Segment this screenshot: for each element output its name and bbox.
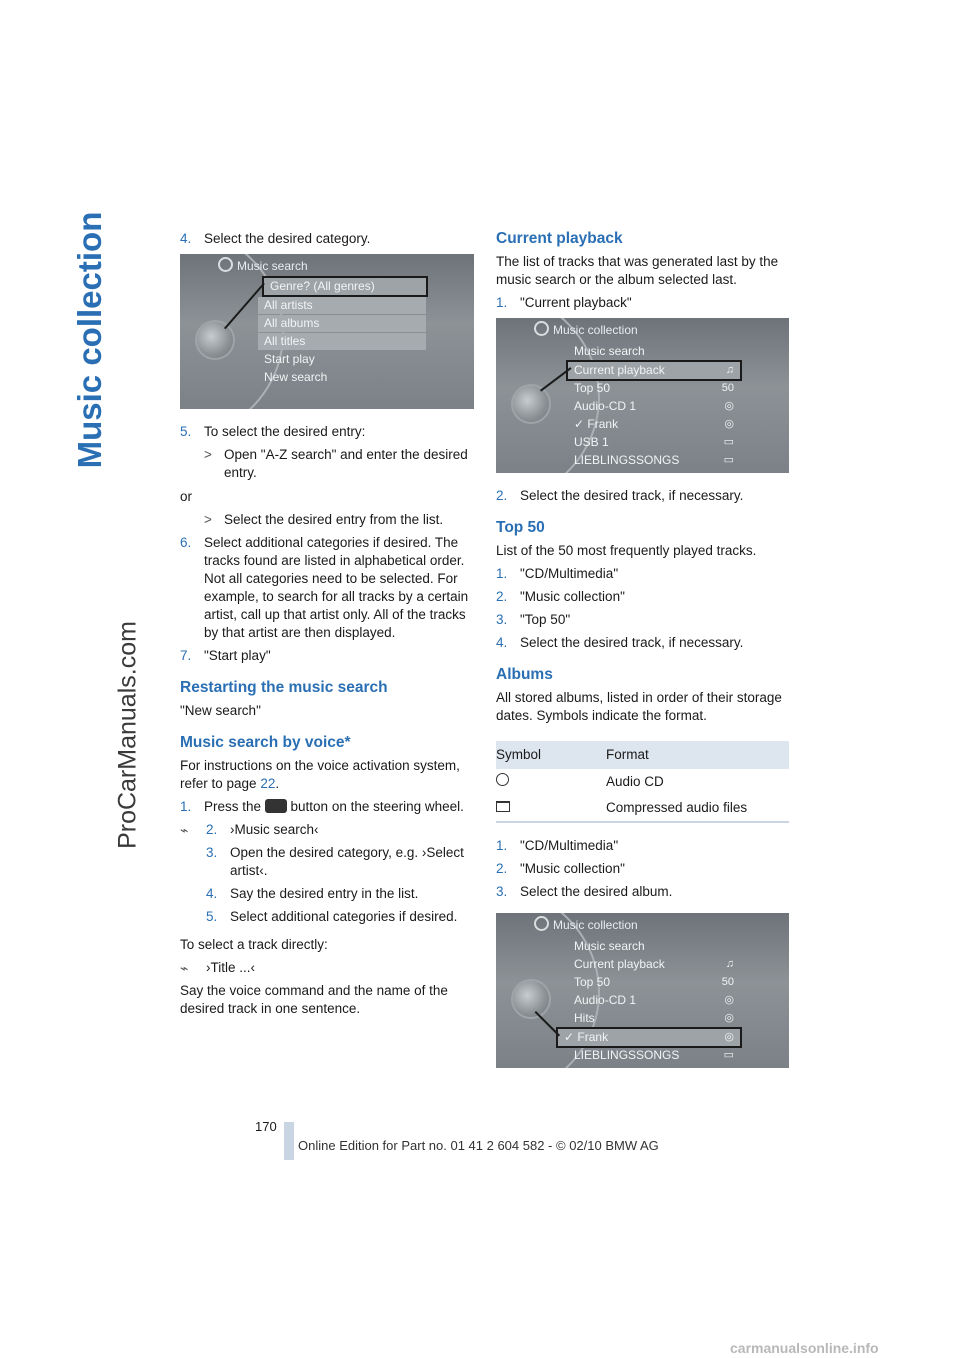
menu-item-label: ✓ Frank bbox=[574, 417, 619, 431]
menu-item-label: LIEBLINGSSONGS bbox=[574, 1048, 680, 1062]
page-link[interactable]: 22 bbox=[260, 776, 276, 791]
voice-cmd-text: Say the desired entry in the list. bbox=[230, 886, 419, 901]
site-watermark-vertical: ProCarManuals.com bbox=[113, 621, 142, 849]
step-text: Select the desired album. bbox=[520, 884, 673, 899]
menu-item bbox=[568, 1047, 740, 1064]
menu-item-label: Top 50 bbox=[574, 381, 611, 395]
menu-item bbox=[568, 1010, 740, 1027]
voice-intro bbox=[180, 757, 474, 793]
menu-item-label: Hits bbox=[574, 1011, 595, 1025]
step-text: Select the desired track, if necessary. bbox=[520, 635, 744, 650]
bullet-item bbox=[204, 446, 474, 482]
menu-item bbox=[558, 1029, 740, 1046]
menu-item bbox=[568, 956, 740, 973]
voice-button-icon bbox=[265, 799, 287, 813]
voice-commands bbox=[180, 821, 474, 931]
step-number: 1. bbox=[180, 799, 192, 814]
screen-header-label: Music collection bbox=[553, 323, 638, 337]
menu-item bbox=[568, 938, 740, 955]
format-icon: ◎ bbox=[724, 1012, 734, 1024]
screen-header-label: Music search bbox=[237, 259, 308, 273]
table-header: Symbol bbox=[496, 741, 606, 769]
menu-item bbox=[568, 362, 740, 379]
table-header: Format bbox=[606, 741, 789, 769]
voice-command-icon: ⌁ bbox=[180, 960, 189, 976]
albums-heading: Albums bbox=[496, 666, 553, 683]
menu-item-label: LIEBLINGSSONGS bbox=[574, 453, 680, 467]
voice-intro-text: For instructions on the voice activation system, refer to page bbox=[180, 758, 460, 791]
voice-cmd-text: Open the desired category, e.g. ›Select artist‹. bbox=[230, 845, 464, 878]
or-text: or bbox=[180, 489, 193, 504]
restart-text: "New search" bbox=[180, 703, 261, 718]
site-watermark: carmanualsonline.info bbox=[730, 1340, 879, 1356]
menu-item: Start play bbox=[264, 352, 315, 366]
table-cell: Audio CD bbox=[606, 774, 664, 789]
current-text: The list of tracks that was generated last by the music search or the album selected last. bbox=[496, 254, 779, 287]
voice-cmd-row bbox=[206, 885, 474, 903]
menu-item-label: Audio-CD 1 bbox=[574, 399, 637, 413]
format-icon: ▭ bbox=[723, 1049, 734, 1061]
menu-item-label: Current playback bbox=[574, 363, 665, 377]
footer-bar bbox=[284, 1122, 294, 1160]
format-icon: ◎ bbox=[724, 1031, 734, 1043]
menu-item bbox=[568, 434, 740, 451]
controller-knob-icon bbox=[195, 320, 235, 360]
controller-knob-icon bbox=[511, 979, 551, 1019]
format-icon: ♫ bbox=[725, 958, 734, 970]
step-number: 4. bbox=[496, 635, 508, 650]
voice-cmd-text: Select additional categories if desired. bbox=[230, 909, 458, 924]
screen-header bbox=[218, 257, 308, 275]
top50-step bbox=[496, 588, 789, 606]
menu-item: All albums bbox=[258, 315, 426, 332]
menu-item bbox=[568, 992, 740, 1009]
step-number: 2. bbox=[496, 861, 508, 876]
step-number: 4. bbox=[206, 886, 218, 901]
menu-item bbox=[568, 974, 740, 991]
step-5 bbox=[180, 423, 474, 441]
top50-text: List of the 50 most frequently played tracks. bbox=[496, 543, 757, 558]
restart-heading: Restarting the music search bbox=[180, 679, 388, 696]
table-header-row bbox=[496, 741, 789, 769]
menu-item-label: ✓ Frank bbox=[564, 1030, 609, 1044]
table-cell bbox=[496, 769, 606, 795]
step-text: "CD/Multimedia" bbox=[520, 838, 619, 853]
step-text bbox=[204, 798, 464, 816]
current-step-2 bbox=[496, 487, 789, 505]
step-text: "CD/Multimedia" bbox=[520, 566, 619, 581]
voice-heading: Music search by voice* bbox=[180, 734, 351, 751]
title-cmd-text: ›Title ...‹ bbox=[206, 960, 255, 975]
menu-item-label: Music search bbox=[574, 344, 645, 358]
screen-header-label: Music collection bbox=[553, 918, 638, 932]
table-cell bbox=[496, 795, 606, 822]
albums-step bbox=[496, 837, 789, 855]
step-number: 2. bbox=[206, 822, 218, 837]
top50-step bbox=[496, 634, 789, 652]
screen-header bbox=[534, 321, 638, 339]
voice-cmd-text: ›Music search‹ bbox=[230, 822, 319, 837]
step-number: 1. bbox=[496, 566, 508, 581]
step-number: 6. bbox=[180, 535, 192, 550]
step-text: "Start play" bbox=[204, 648, 271, 663]
step-number: 1. bbox=[496, 838, 508, 853]
current-heading: Current playback bbox=[496, 230, 623, 247]
format-icon: 50 bbox=[721, 382, 734, 394]
voice-command-icon: ⌁ bbox=[180, 822, 189, 838]
voice-step-1 bbox=[180, 798, 474, 816]
step-text: "Music collection" bbox=[520, 589, 625, 604]
table-cell: Compressed audio files bbox=[606, 795, 789, 822]
step-7 bbox=[180, 647, 474, 665]
section-title: Music collection bbox=[71, 211, 108, 469]
title-command bbox=[180, 959, 474, 977]
table-row bbox=[496, 795, 789, 822]
menu-item: All artists bbox=[258, 297, 426, 314]
table-row bbox=[496, 769, 789, 795]
music-search-screenshot bbox=[180, 254, 474, 409]
format-icon: ◎ bbox=[724, 418, 734, 430]
step-number: 5. bbox=[180, 424, 192, 439]
compressed-file-icon bbox=[496, 801, 510, 812]
symbol-table bbox=[496, 741, 789, 823]
footer-edition: Online Edition for Part no. 01 41 2 604 582 - © 02/10 BMW AG bbox=[298, 1138, 659, 1153]
step-text-b: button on the steering wheel. bbox=[286, 799, 464, 814]
step-number: 3. bbox=[206, 845, 218, 860]
bullet-marker: > bbox=[204, 512, 212, 527]
say-text: Say the voice command and the name of the desired track in one sentence. bbox=[180, 983, 448, 1016]
menu-item bbox=[568, 380, 740, 397]
step-number: 3. bbox=[496, 884, 508, 899]
step-text: Select additional categories if desired. The tracks found are listed in alphabetical order. Not all categories need to be selected. For example, to search for all tracks by a certain artist, call up that artist only. All of the tracks by that artist are then displayed. bbox=[204, 535, 469, 640]
voice-cmd-row bbox=[206, 908, 474, 926]
step-4 bbox=[180, 230, 474, 248]
albums-step bbox=[496, 883, 789, 901]
menu-item bbox=[568, 398, 740, 415]
bullet-text: Select the desired entry from the list. bbox=[224, 512, 444, 527]
menu-item: New search bbox=[264, 370, 328, 384]
voice-cmd-row bbox=[206, 821, 474, 839]
step-number: 1. bbox=[496, 295, 508, 310]
step-number: 7. bbox=[180, 648, 192, 663]
step-text: To select the desired entry: bbox=[204, 424, 366, 439]
left-column bbox=[180, 230, 474, 1023]
menu-item bbox=[568, 452, 740, 469]
menu-item: Genre? (All genres) bbox=[264, 278, 426, 295]
voice-intro-end: . bbox=[275, 776, 280, 791]
top50-step bbox=[496, 611, 789, 629]
step-text: "Current playback" bbox=[520, 295, 632, 310]
bullet-text: Open "A-Z search" and enter the desired entry. bbox=[224, 447, 468, 480]
top50-heading: Top 50 bbox=[496, 519, 545, 536]
menu-item-label: USB 1 bbox=[574, 435, 609, 449]
top50-step bbox=[496, 565, 789, 583]
format-icon: ▭ bbox=[723, 436, 734, 448]
step-text: "Music collection" bbox=[520, 861, 625, 876]
page-number: 170 bbox=[255, 1119, 277, 1134]
albums-step bbox=[496, 860, 789, 878]
step-text: Select the desired category. bbox=[204, 231, 371, 246]
menu-item bbox=[568, 343, 740, 360]
menu-icon bbox=[218, 257, 233, 272]
bullet-item bbox=[204, 511, 474, 529]
albums-text: All stored albums, listed in order of their storage dates. Symbols indicate the format. bbox=[496, 690, 782, 723]
music-collection-screenshot bbox=[496, 318, 789, 473]
menu-item-label: Top 50 bbox=[574, 975, 611, 989]
menu-item bbox=[568, 416, 740, 433]
right-column bbox=[496, 230, 789, 1082]
step-number: 3. bbox=[496, 612, 508, 627]
format-icon: ◎ bbox=[724, 994, 734, 1006]
menu-icon bbox=[534, 321, 549, 336]
menu-item-label: Music search bbox=[574, 939, 645, 953]
format-icon: ◎ bbox=[724, 400, 734, 412]
menu-item: All titles bbox=[258, 333, 426, 350]
voice-cmd-row bbox=[206, 844, 474, 880]
controller-knob-icon bbox=[511, 384, 551, 424]
menu-item-label: Audio-CD 1 bbox=[574, 993, 637, 1007]
music-collection-albums-screenshot bbox=[496, 913, 789, 1068]
audio-cd-icon bbox=[496, 773, 509, 786]
screen-header bbox=[534, 916, 638, 934]
current-step-1 bbox=[496, 294, 789, 312]
step-text: "Top 50" bbox=[520, 612, 571, 627]
track-direct-text: To select a track directly: bbox=[180, 937, 328, 952]
format-icon: ▭ bbox=[723, 454, 734, 466]
bullet-marker: > bbox=[204, 447, 212, 462]
step-number: 5. bbox=[206, 909, 218, 924]
step-text-a: Press the bbox=[204, 799, 265, 814]
format-icon: ♫ bbox=[725, 364, 734, 376]
format-icon: 50 bbox=[721, 976, 734, 988]
menu-icon bbox=[534, 916, 549, 931]
step-number: 4. bbox=[180, 231, 192, 246]
step-number: 2. bbox=[496, 488, 508, 503]
step-6 bbox=[180, 534, 474, 642]
step-number: 2. bbox=[496, 589, 508, 604]
menu-item-label: Current playback bbox=[574, 957, 665, 971]
step-text: Select the desired track, if necessary. bbox=[520, 488, 744, 503]
